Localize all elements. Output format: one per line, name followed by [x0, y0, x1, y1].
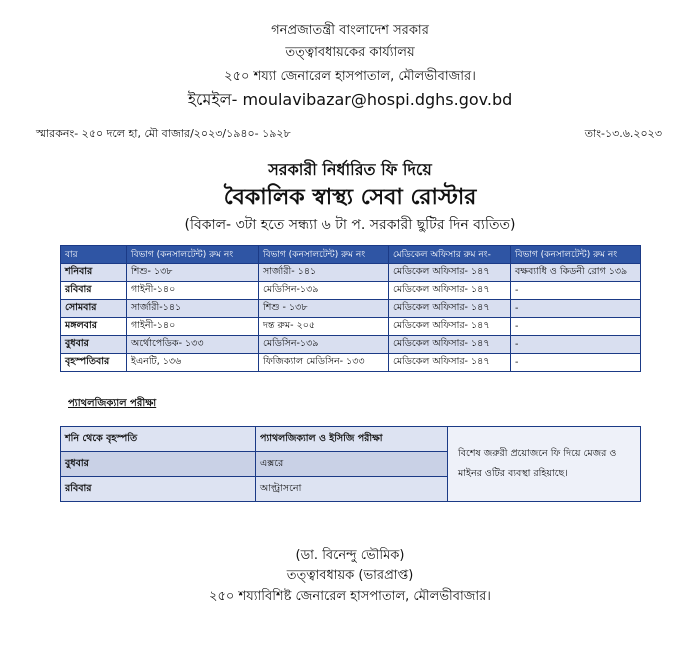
- pathology-test: আল্ট্রাসনো: [256, 477, 448, 502]
- signatory-designation: তত্ত্বাবধায়ক (ভারপ্রাপ্ত): [286, 568, 414, 583]
- roster-cell: মেডিকেল অফিসার- ১৪৭: [389, 300, 511, 318]
- roster-cell: -: [511, 354, 641, 372]
- table-row: [61, 264, 641, 282]
- roster-cell: -: [511, 300, 641, 318]
- roster-header-cell: বার: [61, 246, 127, 264]
- office-heading: তত্ত্বাবধায়কের কার্য্যালয়: [285, 45, 415, 60]
- roster-cell: -: [511, 282, 641, 300]
- govt-heading: গনপ্রজাতন্ত্রী বাংলাদেশ সরকার: [271, 23, 429, 38]
- table-row: [61, 336, 641, 354]
- roster-day: সোমবার: [61, 300, 127, 318]
- memo-number: স্মারকনং- ২৫০ দলে হা, মৌ বাজার/২০২৩/১৯৪০- ১৯২৮: [36, 127, 291, 140]
- title-line-1: সরকারী নির্ধারিত ফি দিয়ে: [268, 160, 432, 179]
- pathology-note: বিশেষ জরুরী প্রয়োজনে ফি দিয়ে মেজর ও মাইনর ওটির ব্যবস্থা রহিয়াছে।: [448, 427, 641, 502]
- roster-cell: ইএনটি, ১৩৬: [127, 354, 259, 372]
- roster-header-cell: বিভাগ (কনসালটেন্ট) রুম নং: [511, 246, 641, 264]
- pathology-table: [60, 426, 641, 502]
- table-row: [61, 318, 641, 336]
- table-row: [61, 300, 641, 318]
- roster-table: [60, 245, 641, 372]
- email-address[interactable]: moulavibazar@hospi.dghs.gov.bd: [242, 90, 513, 109]
- table-row: [61, 282, 641, 300]
- title-line-3: (বিকাল- ৩টা হতে সন্ধ্যা ৬ টা প. সরকারী ছুটির দিন ব্যতিত): [184, 217, 516, 233]
- signatory-hospital: ২৫০ শয্যাবিশিষ্ট জেনারেল হাসপাতাল, মৌলভীবাজার।: [209, 589, 491, 604]
- roster-header-cell: বিভাগ (কনসালটেন্ট) রুম নং: [259, 246, 389, 264]
- roster-cell: মেডিকেল অফিসার- ১৪৭: [389, 282, 511, 300]
- roster-cell: শিশু- ১৩৮: [127, 264, 259, 282]
- roster-cell: সার্জারী- ১৪১: [259, 264, 389, 282]
- title-line-2: বৈকালিক স্বাস্থ্য সেবা রোস্টার: [223, 185, 477, 210]
- roster-cell: গাইনী-১৪০: [127, 318, 259, 336]
- memo-date: তাং-১৩.৬.২০২৩: [584, 127, 662, 140]
- roster-cell: মেডিকেল অফিসার- ১৪৭: [389, 318, 511, 336]
- roster-cell: গাইনী-১৪০: [127, 282, 259, 300]
- roster-header-cell: বিভাগ (কনসালটেন্ট) রুম নং: [127, 246, 259, 264]
- table-row: [61, 427, 641, 452]
- roster-cell: দন্ত রুম- ২০৫: [259, 318, 389, 336]
- roster-cell: মেডিকেল অফিসার- ১৪৭: [389, 336, 511, 354]
- signatory-name: (ডা. বিনেন্দু ভৌমিক): [295, 548, 405, 563]
- roster-day: বৃহস্পতিবার: [61, 354, 127, 372]
- pathology-test: প্যাথলজিক্যাল ও ইসিজি পরীক্ষা: [256, 427, 448, 452]
- roster-header-cell: মেডিকেল অফিসার রুম নং-: [389, 246, 511, 264]
- pathology-title: প্যাথলজিক্যাল পরীক্ষা: [68, 398, 157, 409]
- roster-header-row: [61, 246, 641, 264]
- roster-cell: -: [511, 336, 641, 354]
- roster-day: রবিবার: [61, 282, 127, 300]
- roster-day: বুধবার: [61, 336, 127, 354]
- roster-cell: শিশু - ১৩৮: [259, 300, 389, 318]
- roster-cell: মেডিসিন-১৩৯: [259, 282, 389, 300]
- email-label: ইমেইল-: [187, 90, 238, 109]
- memo-row: [36, 125, 662, 144]
- roster-cell: ফিজিক্যাল মেডিসিন- ১৩৩: [259, 354, 389, 372]
- roster-day: মঙ্গলবার: [61, 318, 127, 336]
- pathology-day: শনি থেকে বৃহস্পতি: [61, 427, 256, 452]
- hospital-heading: ২৫০ শয্যা জেনারেল হাসপাতাল, মৌলভীবাজার।: [224, 69, 476, 84]
- roster-cell: মেডিকেল অফিসার- ১৪৭: [389, 264, 511, 282]
- roster-day: শনিবার: [61, 264, 127, 282]
- roster-cell: সার্জারী-১৪১: [127, 300, 259, 318]
- roster-cell: -: [511, 318, 641, 336]
- roster-cell: মেডিকেল অফিসার- ১৪৭: [389, 354, 511, 372]
- pathology-test: এক্সরে: [256, 452, 448, 477]
- roster-cell: অর্থোপেডিক- ১৩৩: [127, 336, 259, 354]
- pathology-day: বুধবার: [61, 452, 256, 477]
- email-line: [0, 89, 700, 111]
- roster-cell: মেডিসিন-১৩৯: [259, 336, 389, 354]
- roster-cell: বক্ষব্যাধি ও কিডনী রোগ ১৩৯: [511, 264, 641, 282]
- table-row: [61, 354, 641, 372]
- pathology-day: রবিবার: [61, 477, 256, 502]
